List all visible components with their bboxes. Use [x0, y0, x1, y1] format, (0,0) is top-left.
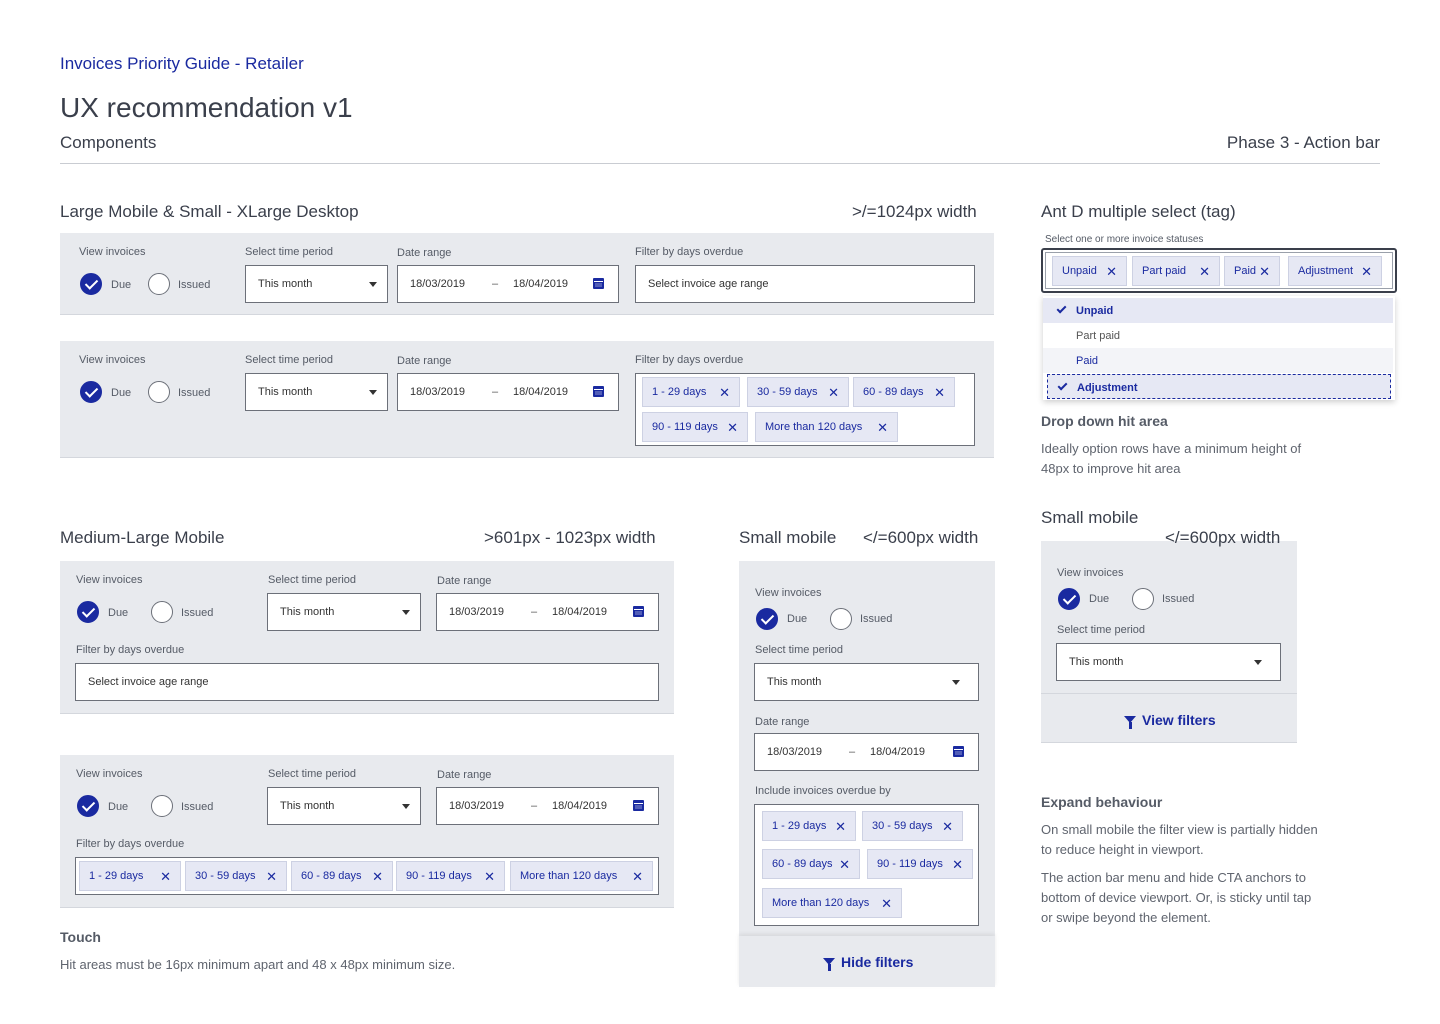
age-range-placeholder: Select invoice age range	[88, 676, 209, 688]
due-radio[interactable]	[756, 608, 778, 630]
time-period-value: This month	[280, 800, 335, 812]
view-filters-label: View filters	[1142, 712, 1216, 728]
antd-tag[interactable]	[1132, 256, 1220, 286]
date-range-picker[interactable]	[754, 733, 979, 771]
due-radio[interactable]	[80, 273, 102, 295]
issued-label: Issued	[178, 387, 211, 399]
age-tag-label: 90 - 119 days	[652, 421, 718, 433]
age-tag-label: More than 120 days	[772, 897, 870, 909]
view-invoices-label: View invoices	[79, 246, 146, 258]
section-width-small-2: </=600px width	[1165, 528, 1281, 547]
age-tag[interactable]	[762, 849, 860, 879]
age-tag-label: More than 120 days	[765, 421, 863, 433]
project-title: Invoices Priority Guide - Retailer	[60, 54, 304, 73]
hide-filters-bar	[739, 936, 995, 987]
due-label: Due	[111, 387, 132, 399]
antd-tag[interactable]	[1288, 256, 1382, 286]
section-title-small-2: Small mobile	[1041, 508, 1139, 527]
antd-option[interactable]	[1043, 323, 1393, 348]
age-tag-label: 60 - 89 days	[301, 870, 362, 882]
date-separator: –	[531, 800, 538, 812]
close-icon[interactable]: ✕	[952, 857, 963, 872]
include-overdue-label: Include invoices overdue by	[755, 785, 891, 797]
time-period-label: Select time period	[268, 768, 357, 780]
date-separator: –	[492, 278, 499, 290]
antd-option[interactable]	[1043, 348, 1393, 373]
time-period-label: Select time period	[268, 574, 357, 586]
age-tag[interactable]	[642, 412, 748, 442]
close-icon[interactable]: ✕	[877, 420, 888, 435]
antd-hint: Select one or more invoice statuses	[1045, 234, 1204, 245]
date-to: 18/04/2019	[870, 746, 926, 758]
view-filters-bar	[1041, 693, 1297, 743]
close-icon[interactable]: ✕	[372, 869, 383, 884]
hide-filters-button[interactable]	[823, 954, 913, 970]
filter-bar-large-1	[60, 233, 994, 315]
chevron-down-icon	[402, 804, 410, 809]
date-range-label: Date range	[437, 575, 492, 587]
age-tag-label: 1 - 29 days	[89, 870, 144, 882]
age-tag[interactable]	[762, 811, 856, 841]
antd-option[interactable]	[1047, 374, 1391, 399]
time-period-value: This month	[258, 278, 313, 290]
date-to: 18/04/2019	[552, 606, 608, 618]
dropdown-note-title: Drop down hit area	[1041, 413, 1168, 429]
age-tag[interactable]	[185, 861, 287, 891]
close-icon[interactable]: ✕	[160, 869, 171, 884]
age-tag[interactable]	[79, 861, 181, 891]
age-tag-label: 90 - 119 days	[877, 858, 943, 870]
antd-tag-label: Part paid	[1142, 265, 1187, 277]
close-icon[interactable]: ✕	[1361, 264, 1372, 279]
expand-note-body-2: The action bar menu and hide CTA anchors to bottom of device viewport. Or, is sticky until tap or swipe beyond the element.	[1041, 870, 1312, 925]
close-icon[interactable]: ✕	[835, 819, 846, 834]
hide-filters-label: Hide filters	[841, 954, 914, 970]
age-tag[interactable]	[853, 377, 955, 407]
time-period-select[interactable]	[245, 265, 388, 303]
age-range-placeholder: Select invoice age range	[648, 278, 769, 290]
header-divider	[60, 163, 1380, 164]
date-separator: –	[849, 746, 856, 758]
filter-icon	[823, 958, 835, 965]
antd-option-label: Paid	[1076, 355, 1099, 367]
time-period-value: This month	[280, 606, 335, 618]
time-period-select[interactable]	[267, 787, 421, 825]
date-from: 18/03/2019	[449, 800, 505, 812]
filter-panel-small-collapsed	[1041, 528, 1297, 743]
issued-radio[interactable]	[151, 601, 173, 623]
calendar-icon[interactable]	[953, 746, 964, 757]
age-tag-label: 60 - 89 days	[863, 386, 924, 398]
chevron-down-icon	[369, 390, 377, 395]
issued-label: Issued	[181, 801, 214, 813]
age-tag[interactable]	[862, 811, 963, 841]
due-radio[interactable]	[1058, 588, 1080, 610]
due-radio[interactable]	[77, 795, 99, 817]
antd-option-label: Adjustment	[1077, 382, 1138, 394]
filter-icon	[1124, 716, 1136, 723]
close-icon[interactable]: ✕	[881, 896, 892, 911]
due-label: Due	[108, 607, 129, 619]
due-label: Due	[1089, 593, 1110, 605]
date-to: 18/04/2019	[552, 800, 608, 812]
age-tag[interactable]	[762, 888, 902, 918]
time-period-label: Select time period	[755, 644, 844, 656]
age-tag[interactable]	[755, 412, 898, 442]
issued-label: Issued	[860, 613, 893, 625]
filter-bar-medium-1	[60, 561, 674, 714]
date-range-label: Date range	[397, 247, 452, 259]
date-separator: –	[492, 386, 499, 398]
days-overdue-label: Filter by days overdue	[76, 838, 185, 850]
age-range-select[interactable]	[635, 265, 975, 303]
time-period-select[interactable]	[1056, 643, 1281, 681]
close-icon[interactable]: ✕	[266, 869, 277, 884]
time-period-value: This month	[258, 386, 313, 398]
close-icon[interactable]: ✕	[1106, 264, 1117, 279]
days-overdue-label: Filter by days overdue	[635, 246, 744, 258]
touch-note-title: Touch	[60, 929, 101, 945]
page-title: UX recommendation v1	[60, 92, 353, 123]
view-filters-button[interactable]	[1124, 712, 1216, 728]
age-tag[interactable]	[867, 849, 973, 879]
section-width-large: >/=1024px width	[852, 202, 977, 221]
age-tag[interactable]	[747, 377, 849, 407]
calendar-icon[interactable]	[633, 606, 644, 617]
time-period-select[interactable]	[245, 373, 388, 411]
date-to: 18/04/2019	[513, 278, 569, 290]
issued-radio[interactable]	[148, 273, 170, 295]
days-overdue-label: Filter by days overdue	[76, 644, 185, 656]
section-title-large: Large Mobile & Small - XLarge Desktop	[60, 202, 359, 221]
antd-dropdown	[1043, 296, 1395, 400]
view-invoices-label: View invoices	[76, 768, 143, 780]
close-icon[interactable]: ✕	[632, 869, 643, 884]
expand-note-title: Expand behaviour	[1041, 794, 1163, 810]
date-range-picker[interactable]	[397, 265, 619, 303]
days-overdue-label: Filter by days overdue	[635, 354, 744, 366]
close-icon[interactable]: ✕	[484, 869, 495, 884]
touch-note-body: Hit areas must be 16px minimum apart and 48 x 48px minimum size.	[60, 957, 456, 972]
age-tag-label: 30 - 59 days	[757, 386, 818, 398]
dropdown-note-body: Ideally option rows have a minimum height of 48px to improve hit area	[1041, 441, 1302, 476]
issued-radio[interactable]	[151, 795, 173, 817]
check-icon	[1057, 304, 1067, 314]
filter-bar-medium-2	[60, 755, 674, 908]
time-period-select[interactable]	[267, 593, 421, 631]
issued-label: Issued	[178, 279, 211, 291]
antd-option[interactable]	[1043, 298, 1393, 323]
close-icon[interactable]: ✕	[727, 420, 738, 435]
age-tag-label: 1 - 29 days	[772, 820, 827, 832]
due-label: Due	[108, 801, 129, 813]
age-tag-label: 30 - 59 days	[195, 870, 256, 882]
date-range-label: Date range	[397, 355, 452, 367]
date-range-picker[interactable]	[436, 593, 659, 631]
age-tag-label: 1 - 29 days	[652, 386, 707, 398]
issued-radio[interactable]	[830, 608, 852, 630]
due-label: Due	[111, 279, 132, 291]
close-icon[interactable]: ✕	[934, 385, 945, 400]
date-separator: –	[531, 606, 538, 618]
time-period-label: Select time period	[245, 246, 334, 258]
date-to: 18/04/2019	[513, 386, 569, 398]
chevron-down-icon	[1254, 660, 1262, 665]
due-radio[interactable]	[80, 381, 102, 403]
time-period-label: Select time period	[1057, 624, 1146, 636]
date-range-label: Date range	[755, 716, 810, 728]
antd-option-label: Unpaid	[1076, 305, 1114, 317]
chevron-down-icon	[402, 610, 410, 615]
antd-tag-label: Paid	[1234, 265, 1257, 277]
time-period-select[interactable]	[754, 663, 979, 701]
close-icon[interactable]: ✕	[1199, 264, 1210, 279]
section-title-small: Small mobile	[739, 528, 837, 547]
close-icon[interactable]: ✕	[719, 385, 730, 400]
phase-label: Phase 3 - Action bar	[1226, 133, 1380, 152]
close-icon[interactable]: ✕	[828, 385, 839, 400]
antd-option-label: Part paid	[1076, 330, 1121, 342]
filter-panel-small	[739, 561, 995, 987]
due-radio[interactable]	[77, 601, 99, 623]
view-invoices-label: View invoices	[79, 354, 146, 366]
date-from: 18/03/2019	[410, 278, 466, 290]
time-period-label: Select time period	[245, 354, 334, 366]
issued-radio[interactable]	[148, 381, 170, 403]
check-icon	[1058, 381, 1068, 391]
age-tag-label: 60 - 89 days	[772, 858, 833, 870]
close-icon[interactable]: ✕	[839, 857, 850, 872]
date-from: 18/03/2019	[767, 746, 823, 758]
close-icon[interactable]: ✕	[1259, 264, 1270, 279]
chevron-down-icon	[952, 680, 960, 685]
view-invoices-label: View invoices	[76, 574, 143, 586]
time-period-value: This month	[1069, 656, 1124, 668]
issued-label: Issued	[1162, 593, 1195, 605]
page-subtitle: Components	[60, 133, 157, 152]
age-tag[interactable]	[642, 377, 740, 407]
age-tag-select[interactable]	[635, 373, 975, 446]
age-tag[interactable]	[396, 861, 505, 891]
chevron-down-icon	[369, 282, 377, 287]
antd-select[interactable]	[1041, 248, 1397, 293]
antd-tag[interactable]	[1052, 256, 1127, 286]
date-range-picker[interactable]	[397, 373, 619, 411]
antd-tag[interactable]	[1224, 256, 1280, 286]
section-width-medium: >601px - 1023px width	[484, 528, 656, 547]
calendar-icon[interactable]	[593, 278, 604, 289]
antd-tag-label: Adjustment	[1298, 265, 1354, 277]
age-tag-label: More than 120 days	[520, 870, 618, 882]
filter-bar-large-2	[60, 341, 994, 458]
calendar-icon[interactable]	[593, 386, 604, 397]
date-from: 18/03/2019	[410, 386, 466, 398]
age-tag-label: 30 - 59 days	[872, 820, 933, 832]
antd-tag-label: Unpaid	[1062, 265, 1097, 277]
age-range-select[interactable]	[75, 663, 659, 701]
date-range-picker[interactable]	[436, 787, 659, 825]
age-tag-select[interactable]	[75, 857, 659, 895]
date-range-label: Date range	[437, 769, 492, 781]
calendar-icon[interactable]	[633, 800, 644, 811]
due-label: Due	[787, 613, 808, 625]
date-from: 18/03/2019	[449, 606, 505, 618]
issued-label: Issued	[181, 607, 214, 619]
section-title-antd: Ant D multiple select (tag)	[1041, 202, 1236, 221]
expand-note-body-1: On small mobile the filter view is partially hidden to reduce height in viewport.	[1041, 822, 1318, 857]
age-tag[interactable]	[291, 861, 393, 891]
view-invoices-label: View invoices	[755, 587, 822, 599]
view-invoices-label: View invoices	[1057, 567, 1124, 579]
close-icon[interactable]: ✕	[942, 819, 953, 834]
section-width-small: </=600px width	[863, 528, 979, 547]
age-tag-select[interactable]	[754, 804, 979, 926]
section-title-medium: Medium-Large Mobile	[60, 528, 225, 547]
age-tag-label: 90 - 119 days	[406, 870, 472, 882]
issued-radio[interactable]	[1132, 588, 1154, 610]
time-period-value: This month	[767, 676, 822, 688]
age-tag[interactable]	[510, 861, 653, 891]
